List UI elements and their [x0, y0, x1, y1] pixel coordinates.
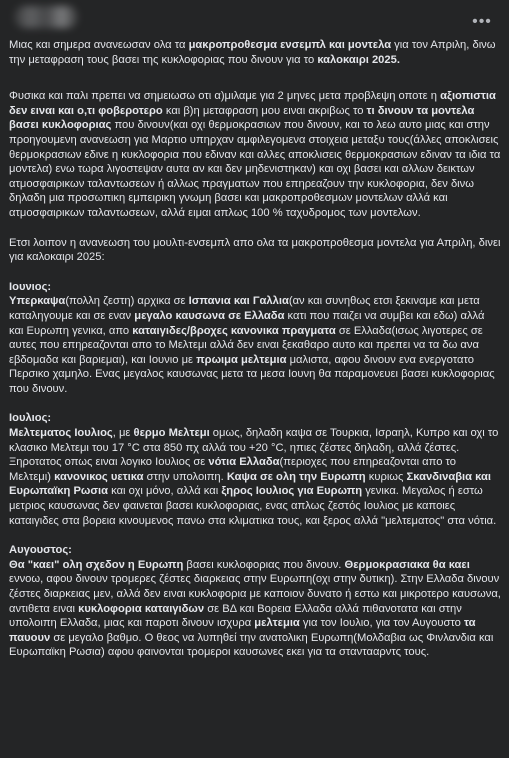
- text-segment: σε ΒΔ και Βορεια Ελλαδα αλλά πιθανοτατα και στην υπολοιπη Ελλαδα, μιας και παροτι δινουν ισχυρα: [9, 602, 462, 630]
- bold-text-segment: κανονικος υετικα: [54, 470, 144, 483]
- text-segment: εννοω, αφου δινουν τρομερες ζέστες διαρκειας στην Ευρωπη(οχι στην δυτικη). Στην Ελλαδα δινουν ζέστες διαρκειας μεν, αλλά δεν ειναι κυκλοφορια με καποιον δυνατο ή εστω και μικροτερο καυσωνα, αντιθετα ειναι: [9, 573, 501, 615]
- text-segment: και οχι μόνο, αλλά και: [108, 485, 222, 498]
- text-segment: που δινουν(και οχι θερμοκρασιων που δινουν, και το λεω αυτο μιας και στην προηγουμενη ανανεωση για Μαρτιο υπηρχαν αμφιλεγομενα στοιχεια μεταξυ τους(άλλες αποκλισεις θερμοκρασιων εδινε η κυκλοφορια που εδιναν και αλλες αποκλισεις θερμοκρασιων εδιναν τα ιδια τα μοντελα) ενω τωρα λιγοστεψαν αυτα αν και δεν μηδενιστηκαν) και οχι βασει και αλλων δεικτων ατμοσφαιρικων ταλαντωσεων ή αλλως πραγματων που επηρεαζουν την κυκλοφορια, δεν δινω δηλαδη μια προσωπικη εμπειρικη γνωμη βασει και μακροπροθεσμων μοντελων αλλά και ατμοσφαιρικων ταλαντωσεων, αλλά ειμαι απλως 100 % ταχυδρομος των μοντελων.: [9, 119, 501, 219]
- text-segment: κατι που παιζει να συμβει και εδω) αλλά και Ευρωπη γενικα, απο: [9, 309, 485, 337]
- text-segment: βασει κυκλοφοριας που δινουν.: [183, 558, 345, 571]
- bold-text-segment: νότια Ελλαδα: [208, 456, 280, 469]
- bold-text-segment: θερμο Μελτεμι: [133, 427, 210, 440]
- text-segment: γενικα. Μεγαλος ή εστω μετριος καυσωνας δεν φαινεται βασει κυκλοφοριας, ενας απλως ζεστός Ιουλιος με καποιες καταιγιδες στα βορεια κινουμενος πανω στα κλιματικα τους, και ξερος αλλά "μελτεματος" στα νότια.: [9, 485, 497, 527]
- text-segment: , με: [112, 427, 134, 440]
- july-text: [9, 426, 501, 528]
- bold-text-segment: Καψα σε ολη την Ευρωπη: [226, 470, 366, 483]
- text-segment: μαλιστα, αφου δινουν ενα ενεργοτατο Περσικο χαμηλο. Ενας μεγαλος καυσωνας μετα τα μεσα Ιουνη θα παραμονευει βασει κυκλοφοριας που δινουν.: [9, 353, 495, 395]
- bold-text-segment: Μελτεματος Ιουλιος: [9, 427, 113, 440]
- text-segment: Ετσι λοιπον η ανανεωση του μουλτι-ενσεμπλ απο ολα τα μακροπροθεσμα μοντελα για Απριλη, δινει για καλοκαιρι 2025:: [9, 236, 501, 264]
- post-disclaimer: [9, 89, 501, 220]
- bold-text-segment: Υπερκαψα: [9, 295, 66, 308]
- post-intro: [9, 38, 501, 67]
- text-segment: σε μεγαλο βαθμο. Ο θεος να λυπηθεί την ανατολικη Ευρωπη(Μολδαβια ως Φινλανδια και Ευρωπαϊκη Ρωσια) αφου φαινονται τρομεροι καυσωνες εκει για τα σταντααρντς τους.: [9, 631, 494, 659]
- blurred-author-name[interactable]: [14, 6, 78, 28]
- bold-text-segment: τι δινουν τα μοντελα βασει κυκλοφοριας: [9, 104, 475, 132]
- bold-text-segment: μακροπροθεσμα ενσεμπλ και μοντελα: [188, 39, 392, 51]
- text-segment: και β)η μεταφραση μου ειναι ακριβως το: [162, 104, 367, 117]
- text-segment: Μιας και σημερα ανανεωσαν ολα τα: [9, 39, 189, 51]
- text-segment: για τον Απριλη, δινω την μεταφραση τους βασει της κυκλοφοριας που δινουν για το: [9, 39, 496, 66]
- bold-text-segment: αξιοπιστια δεν ειναι και ο,τι φοβεροτερο: [9, 90, 496, 117]
- bold-text-segment: καλοκαιρι 2025.: [317, 53, 400, 66]
- post-body: [9, 38, 501, 660]
- bold-text-segment: μελτεμια: [254, 617, 300, 630]
- bold-text-segment: Θα "καει" ολη σχεδον η Ευρωπη: [9, 558, 184, 571]
- text-segment: (περιοχες που επηρεαζονται απο το Μελτεμι): [9, 456, 457, 483]
- june-heading: Ιουνιος:: [9, 280, 52, 293]
- text-segment: στην υπολοιπη.: [143, 470, 227, 483]
- bold-text-segment: κυκλοφορια καταιγιδων: [78, 602, 205, 615]
- august-heading: Αυγουστος:: [9, 544, 72, 557]
- text-segment: Φυσικα και παλι πρεπει να σημειωσω οτι α)μιλαμε για 2 μηνες μετα προβλεψη οποτε η: [9, 90, 441, 103]
- august-text: [9, 558, 501, 660]
- bold-text-segment: Ισπανια και Γαλλια: [188, 295, 289, 308]
- bold-text-segment: καταιγιδες/βροχες κανονικα πραγματα: [132, 324, 336, 337]
- bold-text-segment: Σκανδιναβια και Ευρωπαϊκη Ρωσια: [9, 470, 491, 498]
- june-text: [9, 294, 501, 396]
- bold-text-segment: μεγαλο καυσωνα σε Ελλαδα: [134, 309, 285, 322]
- july-heading: Ιουλιος:: [9, 412, 52, 425]
- post-header: [0, 0, 509, 38]
- bold-text-segment: τα παυουν: [9, 617, 476, 644]
- text-segment: (πολλη ζεστη) αρχικα σε: [65, 295, 189, 308]
- text-segment: σε Ελλαδα(ισως λιγοτερες σε αυτες που επηρεαζονται απο το Μελτεμι αλλά δεν ειναι ξεκαθαρο αυτο και πρεπει να τα δω ανα εβδομαδα και βαριεμαι), και Ιουνιο με: [9, 324, 483, 366]
- bold-text-segment: Θερμοκρασιακα θα καει: [344, 558, 470, 571]
- post-lead: [9, 236, 501, 265]
- bold-text-segment: ξηρος Ιουλιος για Ευρωπη: [221, 485, 363, 498]
- text-segment: για τον Ιουλιο, για τον Αυγουστο: [299, 617, 464, 630]
- text-segment: κυριως: [365, 470, 407, 483]
- bold-text-segment: πρωιμα μελτεμια: [196, 353, 287, 366]
- text-segment: ομως, δηλαδη καψα σε Τουρκια, Ισραηλ, Κυπρο και οχι το κλασικο Μελτεμι του 17 °C στα 850 πχ αλλά του +20 °C, ηπιες ζέστες δηλαδη, αλλά ζέστες. Ξηροτατος οπως ειναι λογικο Ιουλιος σε: [9, 427, 499, 469]
- text-segment: (αν και συνηθως ετσι ξεκιναμε και μετα καταληγουμε και σε εναν: [9, 295, 480, 322]
- more-options-icon[interactable]: •••: [472, 13, 492, 30]
